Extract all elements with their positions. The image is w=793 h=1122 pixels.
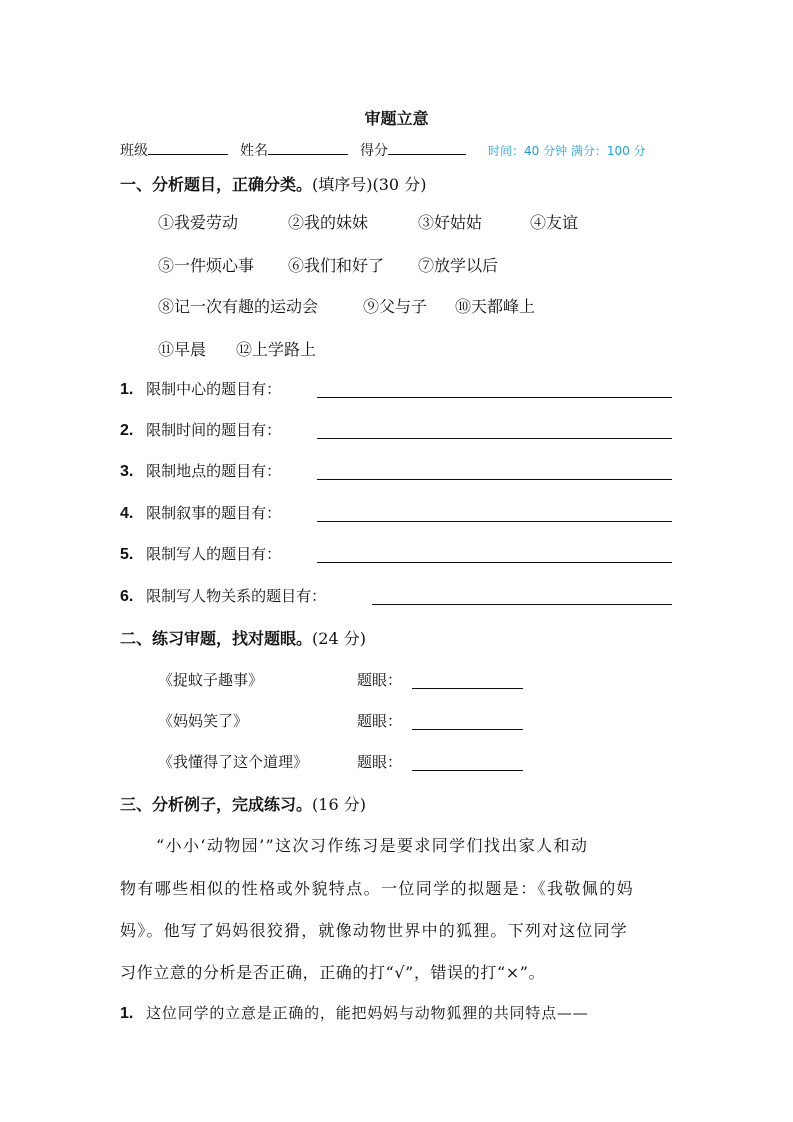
answer-line[interactable] <box>317 397 672 398</box>
option-item: ⑧记一次有趣的运动会 <box>158 297 319 316</box>
option-item: ⑥我们和好了 <box>288 256 385 275</box>
answer-line[interactable] <box>317 438 672 439</box>
paragraph-line: 物有哪些相似的性格或外貌特点。一位同学的拟题是：《我敬佩的妈 <box>120 879 635 898</box>
name-field <box>240 140 348 160</box>
section2-heading <box>120 626 366 649</box>
answer-line[interactable] <box>372 604 672 605</box>
option-item: ⑪早晨 <box>158 340 207 359</box>
question-text: 限制写人物关系的题目有： <box>146 587 327 605</box>
tiyan-label: 题眼： <box>357 671 403 689</box>
name-blank[interactable] <box>268 140 348 155</box>
tiyan-blank[interactable] <box>412 729 523 730</box>
question-row <box>120 502 281 523</box>
option-item: ②我的妹妹 <box>288 213 369 232</box>
question-number: 6. <box>120 588 134 605</box>
section3-question-1 <box>120 1002 589 1023</box>
question-number: 2. <box>120 422 134 439</box>
time-info: 时间：40 分钟 满分：100 分 <box>488 144 646 158</box>
option-item: ④友谊 <box>530 213 579 232</box>
section1-points: (填序号)(30 分) <box>312 175 427 194</box>
question-row <box>120 585 326 606</box>
section1-heading <box>120 172 426 195</box>
answer-line[interactable] <box>317 521 672 522</box>
tiyan-label: 题眼： <box>357 712 403 730</box>
question-row <box>120 378 281 399</box>
question-text: 限制中心的题目有： <box>146 380 282 398</box>
paragraph-line: 妈》。他写了妈妈很狡猾，就像动物世界中的狐狸。下列对这位同学 <box>120 921 629 940</box>
score-field <box>360 140 466 160</box>
question-number: 1. <box>120 381 134 398</box>
question-number: 5. <box>120 546 134 563</box>
tiyan-blank[interactable] <box>412 770 523 771</box>
section2-heading-text: 二、练习审题，找对题眼。 <box>120 629 313 648</box>
question-text: 这位同学的立意是正确的，能把妈妈与动物狐狸的共同特点—— <box>146 1004 589 1022</box>
option-item: ⑦放学以后 <box>418 256 499 275</box>
score-blank[interactable] <box>388 140 466 155</box>
question-text: 限制地点的题目有： <box>146 462 282 480</box>
question-text: 限制写人的题目有： <box>146 545 282 563</box>
question-row <box>120 419 281 440</box>
section3-heading <box>120 792 366 815</box>
title-item: 《妈妈笑了》 <box>158 712 249 730</box>
section1-heading-text: 一、分析题目，正确分类。 <box>120 175 313 194</box>
name-label: 姓名 <box>240 143 268 159</box>
class-blank[interactable] <box>148 140 228 155</box>
class-label: 班级 <box>120 143 148 159</box>
section3-heading-text: 三、分析例子，完成练习。 <box>120 795 313 814</box>
section3-points: (16 分) <box>312 795 366 814</box>
question-number: 4. <box>120 505 134 522</box>
paragraph-line: 习作立意的分析是否正确，正确的打“√”，错误的打“×”。 <box>120 963 546 982</box>
option-item: ③好姑姑 <box>418 213 483 232</box>
question-text: 限制叙事的题目有： <box>146 504 282 522</box>
question-text: 限制时间的题目有： <box>146 421 282 439</box>
answer-line[interactable] <box>317 562 672 563</box>
question-row <box>120 543 281 564</box>
option-item: ⑫上学路上 <box>236 340 317 359</box>
answer-line[interactable] <box>317 479 672 480</box>
section2-points: (24 分) <box>312 629 366 648</box>
option-item: ⑨父与子 <box>363 297 428 316</box>
question-number: 1. <box>120 1005 134 1022</box>
class-field <box>120 140 228 160</box>
title-item: 《我懂得了这个道理》 <box>158 753 309 771</box>
paragraph-line: “小小‘动物园’”这次习作练习是要求同学们找出家人和动 <box>156 836 589 855</box>
score-label: 得分 <box>360 143 388 159</box>
question-row <box>120 460 281 481</box>
tiyan-label: 题眼： <box>357 753 403 771</box>
page-title: 审题立意 <box>364 109 429 128</box>
option-item: ⑩天都峰上 <box>455 297 536 316</box>
option-item: ①我爱劳动 <box>158 213 239 232</box>
title-item: 《捉蚊子趣事》 <box>158 671 264 689</box>
question-number: 3. <box>120 463 134 480</box>
option-item: ⑤一件烦心事 <box>158 256 255 275</box>
tiyan-blank[interactable] <box>412 688 523 689</box>
